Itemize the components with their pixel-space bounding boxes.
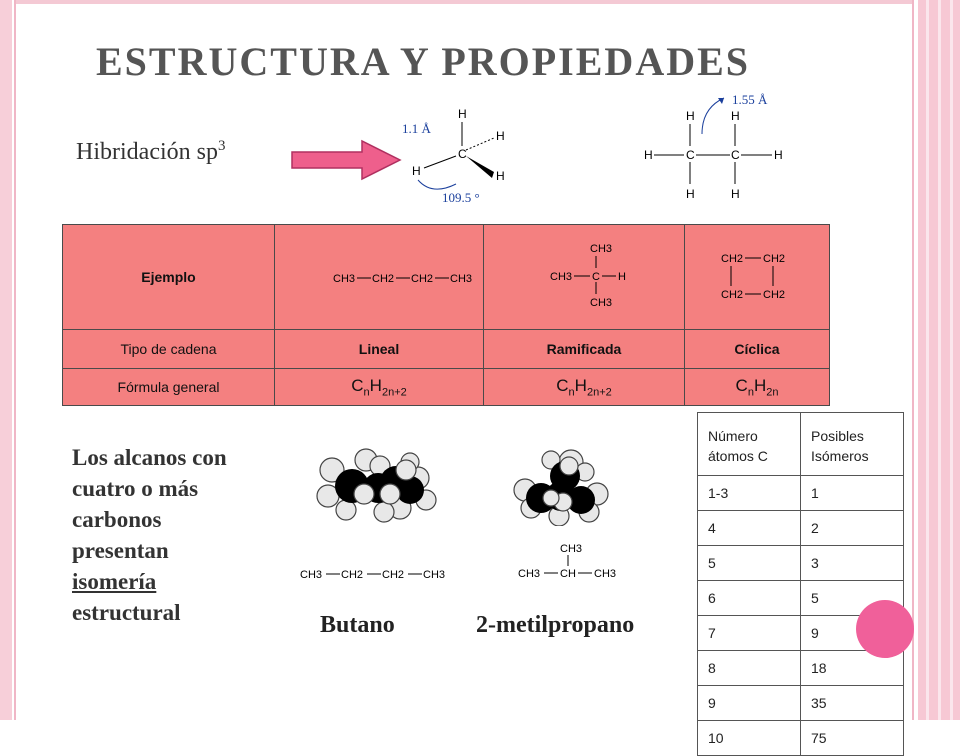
- formula-branched: $C_nH_{2n+2}$: [484, 369, 685, 406]
- svg-text:CH3: CH3: [423, 569, 446, 581]
- butane-name: Butano: [320, 612, 395, 638]
- methane-c: C: [458, 147, 467, 161]
- frame-top-border: [16, 0, 912, 4]
- svg-text:CH2: CH2: [382, 569, 405, 581]
- frame-stripe: [938, 0, 941, 720]
- cell: 9: [801, 616, 904, 651]
- methane-angle: 109.5 °: [442, 190, 480, 205]
- isomerism-line: Los alcanos con: [72, 445, 227, 470]
- pink-circle-decoration: [856, 600, 914, 658]
- methane-bond-length: 1.1 Å: [402, 121, 431, 136]
- header-possible-isomers: Posibles Isómeros: [801, 413, 904, 476]
- cell: 1-3: [698, 476, 801, 511]
- cell: 2: [801, 511, 904, 546]
- table-row: [63, 330, 830, 369]
- example-branched: [484, 225, 685, 330]
- frame-left-border: [0, 0, 12, 720]
- svg-text:CH3: CH3: [518, 568, 541, 580]
- ethane-h: H: [686, 187, 695, 201]
- formula-cyclic: $C_nH_{2n}$: [685, 369, 830, 406]
- hybridization-text: Hibridación sp: [76, 139, 218, 165]
- svg-text:CH3: CH3: [560, 543, 583, 555]
- table-row: [698, 511, 904, 546]
- svg-text:C: C: [592, 270, 600, 283]
- cell: 6: [698, 581, 801, 616]
- table-row: [698, 546, 904, 581]
- butane-formula: [298, 562, 468, 586]
- cell: 75: [801, 721, 904, 756]
- cell: 9: [698, 686, 801, 721]
- hybridization-label: [76, 138, 225, 166]
- svg-text:CH3: CH3: [450, 272, 473, 285]
- ethane-c: C: [686, 148, 695, 162]
- svg-text:CH3: CH3: [300, 569, 323, 581]
- ethane-h: H: [774, 148, 783, 162]
- svg-text:CH2: CH2: [721, 288, 744, 301]
- branched-chain-formula: [484, 236, 684, 316]
- methane-h-right: H: [496, 129, 505, 143]
- isomerism-line: estructural: [72, 600, 181, 625]
- frame-stripe: [950, 0, 953, 720]
- cell: 18: [801, 651, 904, 686]
- table-row: [698, 721, 904, 756]
- row-label-example: Ejemplo: [63, 225, 275, 330]
- isomerism-line: presentan: [72, 538, 169, 563]
- isomerism-line: isomería: [72, 569, 157, 594]
- cell: 8: [698, 651, 801, 686]
- hybridization-superscript: 3: [217, 138, 226, 154]
- cell: 1: [801, 476, 904, 511]
- chain-type-cyclic: Cíclica: [685, 330, 830, 369]
- methane-structure: [398, 100, 508, 205]
- isomer-count-table: [697, 412, 904, 756]
- row-label-general-formula: Fórmula general: [63, 369, 275, 406]
- example-linear: [275, 225, 484, 330]
- cell: 7: [698, 616, 801, 651]
- frame-right-border: [918, 0, 960, 720]
- svg-text:CH3: CH3: [590, 242, 613, 255]
- butane-ball-model: [306, 448, 441, 523]
- table-row: [63, 225, 830, 330]
- svg-text:CH2: CH2: [341, 569, 364, 581]
- ethane-bond-length: 1.55 Å: [732, 92, 768, 107]
- chain-type-table: [62, 224, 830, 406]
- svg-text:CH3: CH3: [594, 568, 617, 580]
- svg-text:CH2: CH2: [372, 272, 395, 285]
- svg-text:CH2: CH2: [763, 288, 786, 301]
- frame-left-line: [14, 0, 16, 720]
- table-row: [63, 369, 830, 406]
- cell: 5: [698, 546, 801, 581]
- cell: 3: [801, 546, 904, 581]
- isomerism-line: cuatro o más: [72, 476, 199, 501]
- ethane-h: H: [731, 109, 740, 123]
- svg-text:CH: CH: [560, 568, 576, 580]
- isobutane-ball-model: [505, 446, 615, 526]
- cell: 5: [801, 581, 904, 616]
- ethane-h: H: [731, 187, 740, 201]
- svg-text:CH3: CH3: [590, 296, 613, 309]
- cyclic-chain-formula: [687, 236, 827, 316]
- table-row: [698, 686, 904, 721]
- pink-arrow-icon: [290, 138, 404, 182]
- methane-h-wedge: H: [496, 169, 505, 183]
- cell: 4: [698, 511, 801, 546]
- isomerism-line: carbonos: [72, 507, 162, 532]
- table-row: [698, 651, 904, 686]
- header-carbon-atoms: Número átomos C: [698, 413, 801, 476]
- frame-right-line: [912, 0, 914, 720]
- chain-type-linear: Lineal: [275, 330, 484, 369]
- table-header-row: [698, 413, 904, 476]
- svg-text:CH3: CH3: [333, 272, 356, 285]
- formula-linear: $C_nH_{2n+2}$: [275, 369, 484, 406]
- svg-text:CH3: CH3: [550, 270, 573, 283]
- slide-title: ESTRUCTURA Y PROPIEDADES: [96, 39, 751, 84]
- svg-text:CH2: CH2: [721, 252, 744, 265]
- isobutane-name: 2-metilpropano: [476, 612, 635, 638]
- ethane-h: H: [644, 148, 653, 162]
- svg-text:CH2: CH2: [411, 272, 434, 285]
- methane-h-top: H: [458, 107, 467, 121]
- frame-stripe: [926, 0, 929, 720]
- linear-chain-formula: [275, 256, 483, 296]
- methane-h-left: H: [412, 164, 421, 178]
- ethane-c: C: [731, 148, 740, 162]
- svg-text:H: H: [618, 270, 626, 283]
- svg-text:CH2: CH2: [763, 252, 786, 265]
- chain-type-branched: Ramificada: [484, 330, 685, 369]
- isomerism-statement: [72, 442, 302, 628]
- table-row: [698, 476, 904, 511]
- ethane-h: H: [686, 109, 695, 123]
- cell: 10: [698, 721, 801, 756]
- isobutane-formula: [516, 540, 636, 584]
- row-label-chain-type: Tipo de cadena: [63, 330, 275, 369]
- ethane-structure: [640, 90, 790, 205]
- example-cyclic: [685, 225, 830, 330]
- cell: 35: [801, 686, 904, 721]
